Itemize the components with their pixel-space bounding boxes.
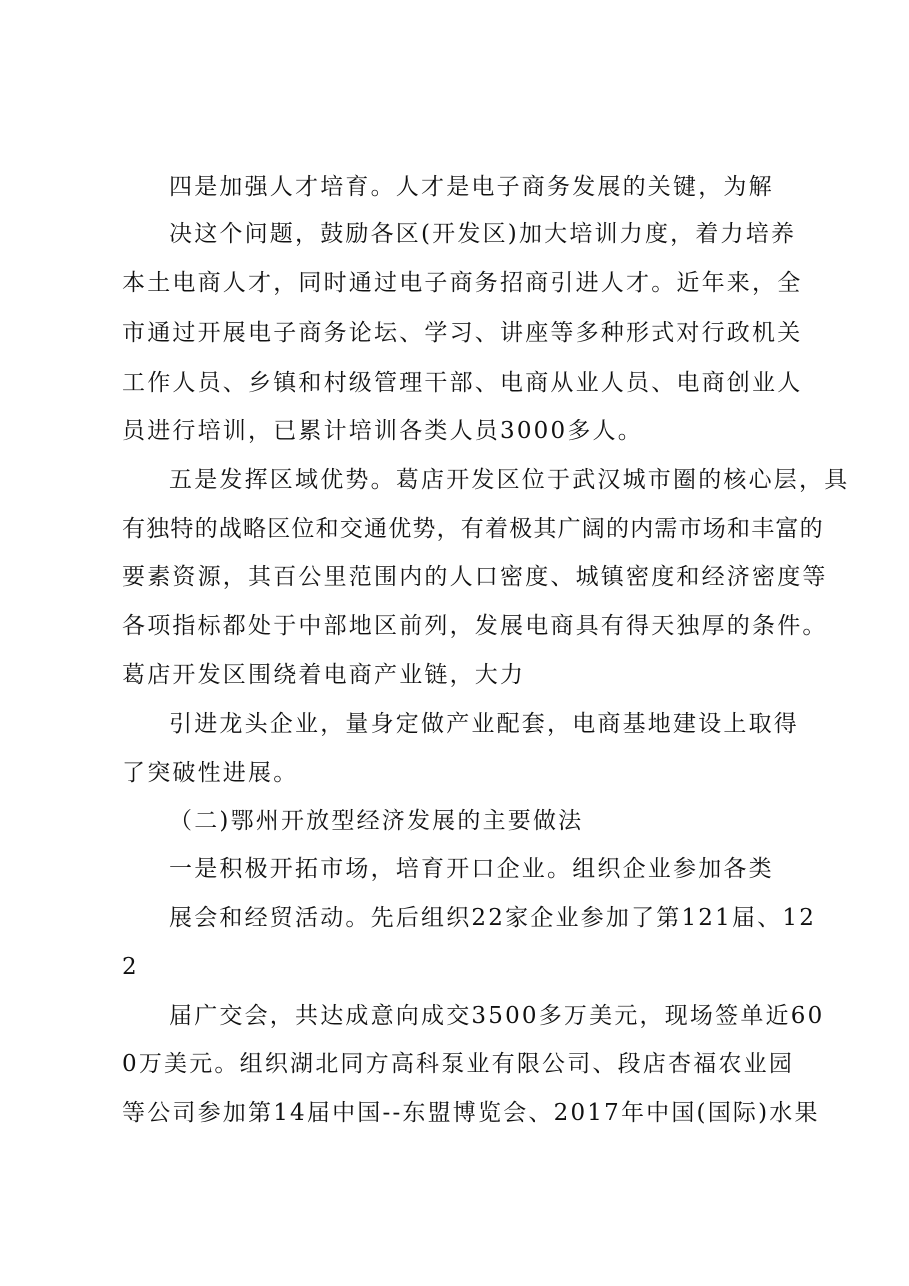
paragraph-line: 届广交会，共达成意向成交3500多万美元，现场签单近60 <box>169 1003 825 1029</box>
paragraph-line: 要素资源，其百公里范围内的人口密度、城镇密度和经济密度等 <box>122 564 828 590</box>
paragraph-line: 四是加强人才培育。人才是电子商务发展的关键，为解 <box>169 174 774 200</box>
paragraph-line: 了突破性进展。 <box>122 760 299 786</box>
section-heading: （二)鄂州开放型经济发展的主要做法 <box>169 808 584 834</box>
paragraph-line: 有独特的战略区位和交通优势，有着极其广阔的内需市场和丰富的 <box>122 516 824 542</box>
paragraph-line: 工作人员、乡镇和村级管理干部、电商从业人员、电商创业人 <box>122 370 803 396</box>
paragraph-line: 本土电商人才，同时通过电子商务招商引进人才。近年来，全 <box>122 270 803 296</box>
paragraph-line: 等公司参加第14届中国--东盟博览会、2017年中国(国际)水果 <box>122 1100 820 1126</box>
paragraph-line: 员进行培训，已累计培训各类人员3000多人。 <box>122 418 643 444</box>
paragraph-line: 展会和经贸活动。先后组织22家企业参加了第121届、12 <box>169 905 817 931</box>
paragraph-line: 2 <box>122 954 139 980</box>
paragraph-line: 一是积极开拓市场，培育开口企业。组织企业参加各类 <box>169 856 774 882</box>
paragraph-line: 五是发挥区域优势。葛店开发区位于武汉城市圈的核心层，具 <box>169 467 850 493</box>
paragraph-line: 决这个问题，鼓励各区(开发区)加大培训力度，着力培养 <box>169 221 797 247</box>
paragraph-line: 0万美元。组织湖北同方高科泵业有限公司、段店杏福农业园 <box>122 1051 795 1077</box>
paragraph-line: 葛店开发区围绕着电商产业链，大力 <box>122 662 526 688</box>
paragraph-line: 市通过开展电子商务论坛、学习、讲座等多种形式对行政机关 <box>122 320 803 346</box>
paragraph-line: 各项指标都处于中部地区前列，发展电商具有得天独厚的条件。 <box>122 613 828 639</box>
paragraph-line: 引进龙头企业，量身定做产业配套，电商基地建设上取得 <box>169 711 799 737</box>
